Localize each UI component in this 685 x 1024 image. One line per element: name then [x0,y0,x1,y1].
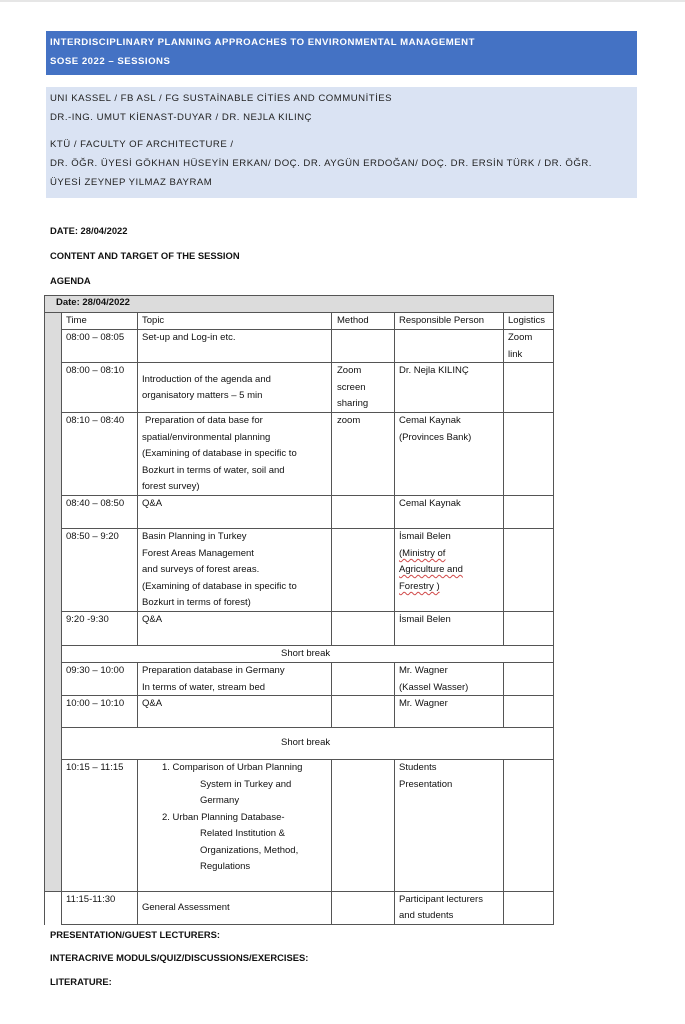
semester-title: SOSE 2022 – SESSIONS [50,56,171,67]
column-header-method: Method [337,315,369,326]
content-label: CONTENT AND TARGET OF THE SESSION [50,250,240,261]
lecturers-line: ÜYESİ ZEYNEP YILMAZ BAYRAM [50,177,213,188]
row-method: screen [337,382,366,393]
agenda-label: AGENDA [50,275,91,286]
row-topic: Introduction of the agenda and [142,374,271,385]
row-time: 09:30 – 10:00 [66,665,125,676]
row-time: 08:00 – 08:10 [66,365,125,376]
row-topic: System in Turkey and [200,779,292,790]
row-person: Participant lecturers [399,894,483,905]
row-topic: Q&A [142,698,163,709]
row-topic: General Assessment [142,902,230,913]
column-header-logistics: Logistics [508,315,545,326]
short-break: Short break [281,737,331,748]
row-time: 08:10 – 08:40 [66,415,125,426]
column-header-time: Time [66,315,87,326]
presentation-label: PRESENTATION/GUEST LECTURERS: [50,929,220,940]
date-label: DATE: 28/04/2022 [50,225,128,236]
row-time: 08:40 – 08:50 [66,498,125,509]
row-time: 11:15-11:30 [66,894,116,905]
row-topic: Q&A [142,614,163,625]
row-topic: spatial/environmental planning [142,432,271,443]
agenda-table [44,295,554,925]
institution-box [46,87,637,198]
institution-line: KTÜ / FACULTY OF ARCHITECTURE / [50,139,234,150]
institution-line: UNI KASSEL / FB ASL / FG SUSTAİNABLE CİTİES AND COMMUNİTİES [50,93,393,104]
row-method: zoom [337,415,361,426]
row-person: Cemal Kaynak [399,498,461,509]
row-topic: In terms of water, stream bed [142,682,266,693]
row-person: Agriculture and [399,564,463,575]
row-topic: forest survey) [142,481,200,492]
row-topic: organisatory matters – 5 min [142,390,263,401]
row-topic: 1. Comparison of Urban Planning [162,762,303,773]
title-banner [46,31,637,75]
row-topic: Forest Areas Management [142,548,254,559]
top-divider [0,0,685,2]
row-person: Presentation [399,779,453,790]
row-person: Cemal Kaynak [399,415,461,426]
row-topic: Regulations [200,861,251,872]
row-topic: Basin Planning in Turkey [142,531,247,542]
row-time: 08:00 – 08:05 [66,332,125,343]
row-method: sharing [337,398,369,409]
row-topic: Related Institution & [200,828,286,839]
row-topic: (Examining of database in specific to [142,448,297,459]
row-logistics: link [508,349,523,360]
side-shading [45,313,61,891]
lecturers-line: DR. ÖĞR. ÜYESİ GÖKHAN HÜSEYİN ERKAN/ DOÇ. DR. AYGÜN ERDOĞAN/ DOÇ. DR. ERSİN TÜRK / DR. ÖĞR. [50,158,592,169]
row-logistics: Zoom [508,332,533,343]
row-topic: Organizations, Method, [200,845,299,856]
row-topic: Q&A [142,498,163,509]
row-person: (Provinces Bank) [399,432,472,443]
row-time: 10:15 – 11:15 [66,762,124,773]
literature-label: LITERATURE: [50,976,112,987]
row-time: 08:50 – 9:20 [66,531,119,542]
row-person: Dr. Nejla KILINÇ [399,365,469,376]
row-topic: Set-up and Log-in etc. [142,332,236,343]
row-topic: Bozkurt in terms of water, soil and [142,465,285,476]
row-person: İsmail Belen [399,531,451,542]
interactive-label: INTERACRIVE MODULS/QUIZ/DISCUSSIONS/EXERCISES: [50,952,309,963]
row-topic: (Examining of database in specific to [142,581,297,592]
row-person: Mr. Wagner [399,698,448,709]
row-topic: Preparation database in Germany [142,665,285,676]
row-topic: Germany [200,795,240,806]
row-topic: 2. Urban Planning Database- [162,812,285,823]
row-topic: Bozkurt in terms of forest) [142,597,251,608]
row-time: 10:00 – 10:10 [66,698,125,709]
row-person: (Kassel Wasser) [399,682,469,693]
row-time: 9:20 -9:30 [66,614,109,625]
row-person: Forestry ) [399,581,440,592]
row-person: Mr. Wagner [399,665,448,676]
course-title: INTERDISCIPLINARY PLANNING APPROACHES TO ENVIRONMENTAL MANAGEMENT [50,37,475,48]
lecturers-line: DR.-ING. UMUT KİENAST-DUYAR / DR. NEJLA KILINÇ [50,112,312,123]
row-topic: and surveys of forest areas. [142,564,260,575]
short-break: Short break [281,648,331,659]
table-date-header: Date: 28/04/2022 [56,297,130,308]
row-person: Students [399,762,437,773]
column-header-topic: Topic [142,315,165,326]
row-person: and students [399,910,454,921]
row-method: Zoom [337,365,362,376]
row-topic: Preparation of data base for [145,415,263,426]
row-person: İsmail Belen [399,614,451,625]
row-person: (Ministry of [399,548,446,559]
column-header-person: Responsible Person [399,315,485,326]
